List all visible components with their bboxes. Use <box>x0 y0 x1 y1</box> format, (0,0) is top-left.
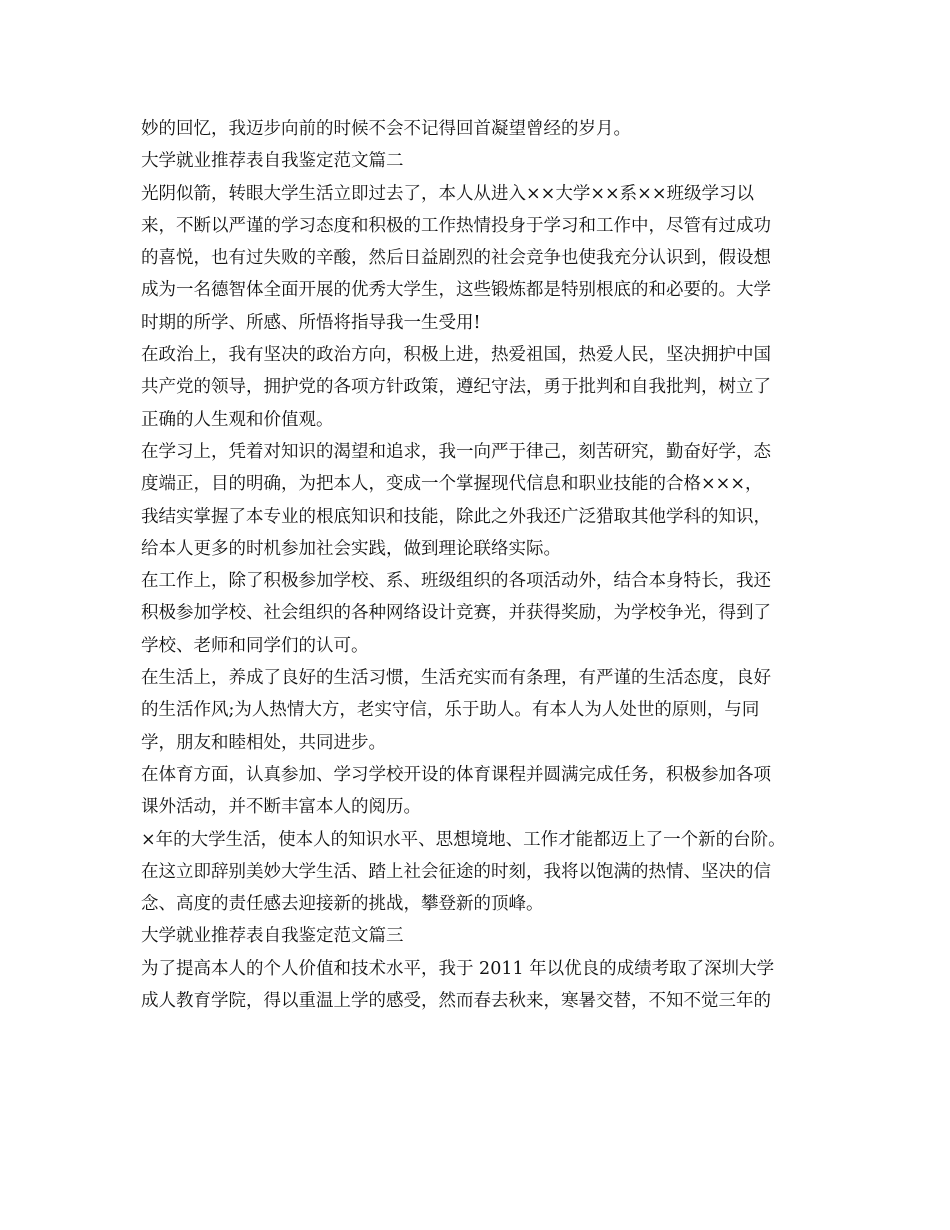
text-line: 的喜悦，也有过失败的辛酸，然后日益剧烈的社会竞争也使我充分认识到，假设想 <box>141 248 771 269</box>
text-line: 在这立即辞别美妙大学生活、踏上社会征途的时刻，我将以饱满的热情、坚决的信 <box>141 861 771 882</box>
text-line: 我结实掌握了本专业的根底知识和技能，除此之外我还广泛猎取其他学科的知识， <box>141 506 771 527</box>
text-line: 的生活作风;为人热情大方，老实守信，乐于助人。有本人为人处世的原则，与同 <box>141 700 760 721</box>
text-line: 度端正，目的明确，为把本人，变成一个掌握现代信息和职业技能的合格×××， <box>141 474 763 495</box>
text-line: ×年的大学生活，使本人的知识水平、思想境地、工作才能都迈上了一个新的台阶。 <box>141 829 786 850</box>
text-line: 积极参加学校、社会组织的各种网络设计竞赛，并获得奖励，为学校争光，得到了 <box>141 603 771 624</box>
text-line: 在生活上，养成了良好的生活习惯，生活充实而有条理，有严谨的生活态度，良好 <box>141 668 771 689</box>
text-line: 正确的人生观和价值观。 <box>141 409 334 430</box>
text-line: 在工作上，除了积极参加学校、系、班级组织的各项活动外，结合本身特长，我还 <box>141 571 771 592</box>
text-line: 在政治上，我有坚决的政治方向，积极上进，热爱祖国，热爱人民，坚决拥护中国 <box>141 345 771 366</box>
text-line: 来，不断以严谨的学习态度和积极的工作热情投身于学习和工作中，尽管有过成功 <box>141 215 771 236</box>
text-line: 学，朋友和睦相处，共同进步。 <box>141 732 386 753</box>
text-line: 妙的回忆，我迈步向前的时候不会不记得回首凝望曾经的岁月。 <box>141 119 631 139</box>
text-line: 在体育方面，认真参加、学习学校开设的体育课程并圆满完成任务，积极参加各项 <box>141 764 771 785</box>
text-line: 为了提高本人的个人价值和技术水平，我于 2011 年以优良的成绩考取了深圳大学 <box>141 958 775 979</box>
text-line: 共产党的领导，拥护党的各项方针政策，遵纪守法，勇于批判和自我批判，树立了 <box>141 377 771 398</box>
section-heading-2: 大学就业推荐表自我鉴定范文篇二 <box>141 151 404 172</box>
text-line: 时期的所学、所感、所悟将指导我一生受用! <box>141 312 481 333</box>
text-line: 成为一名德智体全面开展的优秀大学生，这些锻炼都是特别根底的和必要的。大学 <box>141 280 771 301</box>
text-line: 成人教育学院，得以重温上学的感受，然而春去秋来，寒暑交替，不知不觉三年的 <box>141 991 771 1012</box>
text-line: 给本人更多的时机参加社会实践，做到理论联络实际。 <box>141 538 561 559</box>
text-line: 光阴似箭，转眼大学生活立即过去了，本人从进入××大学××系××班级学习以 <box>141 183 754 204</box>
section-heading-3: 大学就业推荐表自我鉴定范文篇三 <box>141 926 404 947</box>
text-line: 课外活动，并不断丰富本人的阅历。 <box>141 797 421 818</box>
text-line: 学校、老师和同学们的认可。 <box>141 635 369 656</box>
text-line: 念、高度的责任感去迎接新的挑战，攀登新的顶峰。 <box>141 894 544 915</box>
document-body <box>141 113 831 1017</box>
text-line: 在学习上，凭着对知识的渴望和追求，我一向严于律己，刻苦研究，勤奋好学，态 <box>141 441 771 462</box>
